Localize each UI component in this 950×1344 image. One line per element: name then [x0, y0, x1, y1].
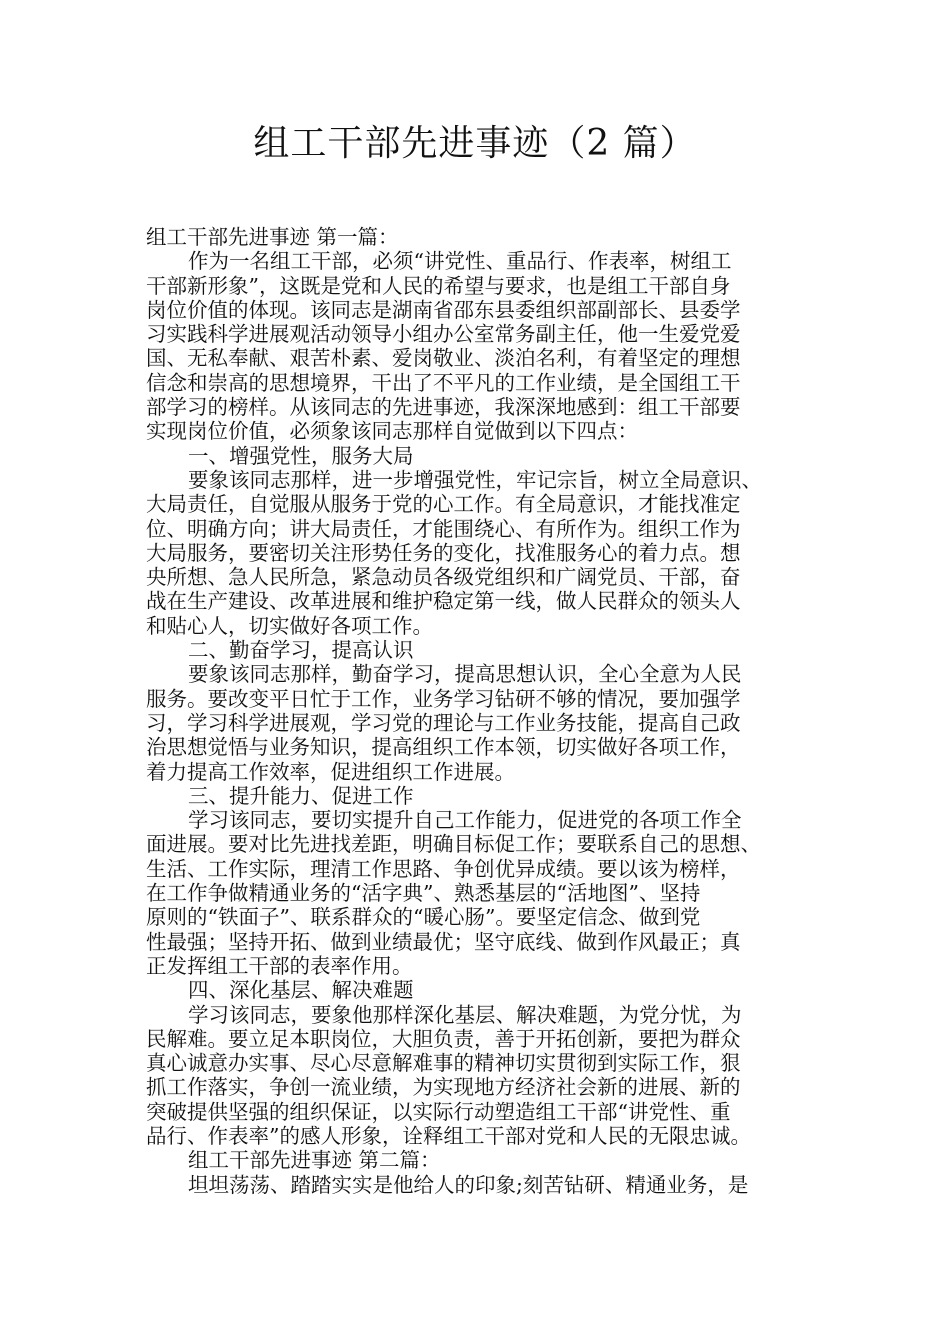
text-line: 着力提高工作效率，促进组织工作进展。 — [146, 759, 515, 784]
text-line: 大局服务，要密切关注形势任务的变化，找准服务心的着力点。想 — [146, 540, 741, 565]
text-line: 治思想觉悟与业务知识，提高组织工作本领，切实做好各项工作， — [146, 735, 741, 760]
text-line: 品行、作表率”的感人形象，诠释组工干部对党和人民的无限忠诚。 — [146, 1123, 751, 1148]
text-line: 信念和崇高的思想境界，干出了不平凡的工作业绩，是全国组工干 — [146, 370, 741, 395]
document-title: 组工干部先进事迹（2 篇） — [253, 123, 697, 164]
text-line: 三、提升能力、促进工作 — [188, 783, 414, 808]
text-line: 作为一名组工干部，必须“讲党性、重品行、作表率，树组工 — [188, 249, 732, 274]
text-line: 学习该同志，要象他那样深化基层、解决难题，为党分忧，为 — [188, 1002, 742, 1027]
text-line: 一、增强党性，服务大局 — [188, 443, 414, 468]
text-line: 习，学习科学进展观，学习党的理论与工作业务技能，提高自己政 — [146, 710, 741, 735]
text-line: 大局责任，自觉服从服务于党的心工作。有全局意识，才能找准定 — [146, 492, 741, 517]
text-line: 突破提供坚强的组织保证，以实际行动塑造组工干部“讲党性、重 — [146, 1099, 731, 1124]
text-line: 生活、工作实际，理清工作思路、争创优异成绩。要以该为榜样， — [146, 856, 741, 881]
text-line: 四、深化基层、解决难题 — [188, 978, 414, 1003]
text-line: 战在生产建设、改革进展和维护稳定第一线，做人民群众的领头人 — [146, 589, 741, 614]
text-line: 坦坦荡荡、踏踏实实是他给人的印象;刻苦钻研、精通业务，是 — [188, 1172, 749, 1197]
text-line: 真心诚意办实事、尽心尽意解难事的精神切实贯彻到实际工作，狠 — [146, 1051, 741, 1076]
text-line: 部学习的榜样。从该同志的先进事迹，我深深地感到：组工干部要 — [146, 395, 741, 420]
text-line: 岗位价值的体现。该同志是湖南省邵东县委组织部副部长、县委学 — [146, 297, 741, 322]
text-line: 实现岗位价值，必须象该同志那样自觉做到以下四点： — [146, 419, 638, 444]
text-line: 正发挥组工干部的表率作用。 — [146, 953, 413, 978]
text-line: 干部新形象”，这既是党和人民的希望与要求，也是组工干部自身 — [146, 273, 731, 298]
text-line: 学习该同志，要切实提升自己工作能力，促进党的各项工作全 — [188, 808, 742, 833]
text-line: 二、勤奋学习，提高认识 — [188, 638, 414, 663]
text-line: 国、无私奉献、艰苦朴素、爱岗敬业、淡泊名利，有着坚定的理想 — [146, 346, 741, 371]
text-line: 央所想、急人民所急，紧急动员各级党组织和广阔党员、干部，奋 — [146, 565, 741, 590]
text-line: 要象该同志那样，进一步增强党性，牢记宗旨，树立全局意识、 — [188, 467, 762, 492]
text-line: 位、明确方向；讲大局责任，才能围绕心、有所作为。组织工作为 — [146, 516, 741, 541]
text-line: 性最强；坚持开拓、做到业绩最优；坚守底线、做到作风最正；真 — [146, 929, 741, 954]
text-line: 和贴心人，切实做好各项工作。 — [146, 613, 433, 638]
text-line: 习实践科学进展观活动领导小组办公室常务副主任，他一生爱党爱 — [146, 322, 741, 347]
text-line: 抓工作落实，争创一流业绩，为实现地方经济社会新的进展、新的 — [146, 1075, 741, 1100]
document-body — [146, 225, 822, 1197]
text-line: 服务。要改变平日忙于工作，业务学习钻研不够的情况，要加强学 — [146, 686, 741, 711]
text-line: 组工干部先进事迹 第二篇： — [188, 1148, 441, 1173]
text-line: 要象该同志那样，勤奋学习，提高思想认识，全心全意为人民 — [188, 662, 742, 687]
text-line: 面进展。要对比先进找差距，明确目标促工作；要联系自己的思想、 — [146, 832, 761, 857]
text-line: 在工作争做精通业务的“活字典”、熟悉基层的“活地图”、坚持 — [146, 881, 701, 906]
text-line: 民解难。要立足本职岗位，大胆负责，善于开拓创新，要把为群众 — [146, 1026, 741, 1051]
text-line: 组工干部先进事迹 第一篇： — [146, 225, 399, 249]
text-line: 原则的“铁面子”、联系群众的“暖心肠”。要坚定信念、做到党 — [146, 905, 701, 930]
